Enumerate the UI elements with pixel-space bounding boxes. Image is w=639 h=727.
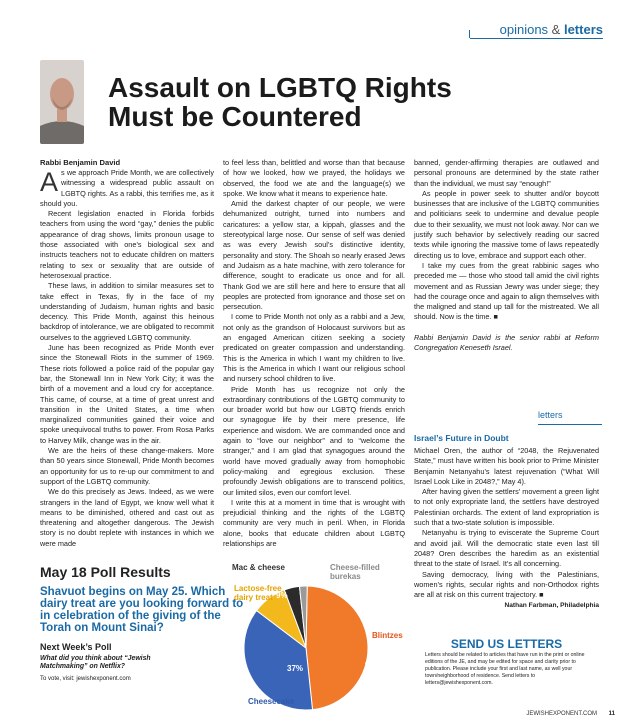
next-poll-question: What did you think about “Jewish Matchmaking” on Netflix? xyxy=(40,655,151,671)
poll-title: May 18 Poll Results xyxy=(40,564,171,580)
article-paragraph: I write this at a moment in time that is wrought with prejudicial thinking and the rights of the LGBTQ community are very much in peril. When, in Florida alone, books that educate children about LGBTQ relationships are xyxy=(223,497,405,548)
article-column-3 xyxy=(414,158,599,353)
letter-body xyxy=(414,446,599,612)
section-rule xyxy=(470,38,603,39)
pie-category-label-2: Lactose-free xyxy=(234,584,282,593)
letter-paragraph: Saving democracy, living with the Palestinians, women’s rights, secular rights and non-Orthodox rights are all at risk on this current trajectory. ■ xyxy=(414,569,599,600)
article-paragraph: Amid the darkest chapter of our people, we were dehumanized outright, turned into numbers and caricatures: a yellow star, a kippah, glasses and the stereotypical large nose. Our sense of self was denied as was every Jewish soul’s distinctive identity, personality and story. The Shoah so nearly erased Jews and Judaism as a hate machine, with zero tolerance for difference, sought to eradicate us once and for all. Thank God we are still here and here to ensure that all peoples are protected from ignorance and those set on persecution. xyxy=(223,199,405,312)
article-paragraph: I take my cues from the great rabbinic sages who preceded me — those who stood tall amid the civil rights movement and as Russian Jewry was under siege; they had the courage once and again to align themselves with the maligned and stand up tall for the mistreated. We all should. Now is the time. ■ xyxy=(414,260,599,322)
article-column-2 xyxy=(223,158,405,549)
pie-value-label-3: 4% xyxy=(290,579,302,588)
pie-slice-0 xyxy=(306,586,368,710)
letter-signature: Nathan Farbman, Philadelphia xyxy=(504,602,599,610)
letter-paragraph: Michael Oren, the author of “2048, the Rejuvenated State,” must have written his book prior to Prime Minister Benjamin Netanyahu’s latest rejuvenation (“What Will Israel Look Like in 2048?,” May 4). xyxy=(414,446,599,486)
next-poll-heading: Next Week’s Poll xyxy=(40,642,112,652)
pie-value-label-0: 48% xyxy=(365,658,382,667)
article-paragraph: We do this precisely as Jews. Indeed, as we were strangers in the land of Egypt, we know well what it means to be diminished, othered and cast out as threatening and altogether dangerous. The Jewish story is no doubt replete with instances in which we were made xyxy=(40,487,214,548)
byline: Rabbi Benjamin David xyxy=(40,158,121,167)
page-number: 11 xyxy=(608,711,615,717)
pie-category-label-1: Cheesecake xyxy=(248,697,295,706)
letter-paragraph: Netanyahu is trying to eviscerate the Supreme Court and avoid jail. Will the democratic state even last till 2048? Oren describes the haredim as an existential threat to the state of Israel. It’s all concerning. xyxy=(414,528,599,569)
article-paragraph: I come to Pride Month not only as a rabbi and a Jew, not only as the grandson of Holocaust survivors but as an engaged American citizen seeking a society predicated on greater compassion and understanding. This is the America in which I want my children to live. This is the America in which I want our religious school and nursery school children to live. xyxy=(223,312,405,384)
next-poll-vote: To vote, visit: jewishexponent.com xyxy=(40,676,131,682)
article-paragraph: June has been recognized as Pride Month ever since the Stonewall Riots in the summer of 1969. These riots followed a police raid of the popular gay bar, the Stonewall Inn in New York City; it was the birth of a movement and a loud cry for acceptance. This came, of course, at a time of great unrest and transition in the United States, a time when marginalized communities gained their voice and spoke unequivocal truths to power. From Rosa Parks to Harvey Milk, change was in the air. xyxy=(40,343,214,445)
send-letters-title: SEND US LETTERS xyxy=(450,637,563,651)
pie-category-label-2: dairy treat xyxy=(234,593,273,602)
article-headline: Assault on LGBTQ Rights Must be Countered xyxy=(108,72,452,132)
send-letters-body: Letters should be related to articles that have run in the print or online editions of the JE, and may be edited for space and clarity prior to publication. Please include your first and last name, as well your town/neighborhood of residence. Send letters to letters@jewishexponent.com. xyxy=(425,652,585,687)
section-label-opinions: opinions xyxy=(499,22,549,37)
author-bio: Rabbi Benjamin David is the senior rabbi at Reform Congregation Keneseth Israel. xyxy=(414,332,599,353)
article-paragraph: As people in power seek to shutter and/or boycott businesses that are inclusive of the LGBTQ communities and politicians seek to undermine and devalue people due to their sexuality, we must not look away. Nor can we justify such behavior by selectively reading our sacred texts while ignoring the massive tome of laws repeatedly directing us to love, embrace and support each other. xyxy=(414,188,599,260)
pie-category-label-0: Blintzes xyxy=(372,631,403,640)
pie-value-label-2: 9% xyxy=(276,591,288,600)
poll-question: Shavuot begins on May 25. Which dairy treat are you looking forward to in celebration of the giving of the Torah on Mount Sinai? xyxy=(40,586,244,634)
section-header xyxy=(500,22,603,37)
author-photo xyxy=(40,60,84,144)
article-paragraph: s we approach Pride Month, we are collectively witnessing a widespread public assault on LGBTQ rights. As a rabbi, this terrifies me, as it should you. xyxy=(40,168,214,208)
pie-value-label-1: 37% xyxy=(287,664,304,673)
dropcap: A xyxy=(40,167,59,197)
article-paragraph: to feel less than, belittled and worse than that because of how we looked, how we prayed, the holidays we observed, the food we ate and the language(s) we spoke. We know what it means to experience hate. xyxy=(223,158,405,198)
pie-value-label-4: 2% xyxy=(303,576,315,585)
article-paragraph: Pride Month has us recognize not only the extraordinary contributions of the LGBTQ community to our broader world but how our LGBTQ friends enrich our synagogue life by their mere presence, life experience and wisdom. We are commanded once and again to “love our neighbor” and to “welcome the stranger,” and I am glad that synagogues around the world have moved gradually away from homophobic policy-making and egregious exclusion. These profoundly Jewish obligations are to transcend politics, our limited silos, even our comfort level. xyxy=(223,384,405,497)
article-paragraph: banned, gender-affirming therapies are outlawed and personal pronouns are determined by the state rather than the individual, we must say “enough!” xyxy=(414,158,599,188)
pie-category-label-4: burekas xyxy=(330,572,361,581)
section-amp: & xyxy=(548,22,564,37)
letters-rule xyxy=(538,424,602,425)
letters-tag: letters xyxy=(538,410,563,420)
pie-category-label-4: Cheese-filled xyxy=(330,563,380,572)
article-paragraph: These laws, in addition to similar measures set to take effect in Texas, fly in the face of my understanding of Judaism, human rights and basic decency. This Pride Month, against this heinous backdrop of intolerance, we are obligated to recommit ourselves to the aggrieved LGBTQ community. xyxy=(40,281,214,342)
article-paragraph: We are the heirs of these change-makers. More than 50 years since Stonewall, Pride Month becomes an opportunity for us to re-up our commitment to and support of the LGBTQ community. xyxy=(40,446,214,486)
letter-paragraph: After having given the settlers’ movement a green light to not only expropriate land, the settlers have destroyed Palestinian orchards. The extent of land expropriation is such that a two-state solution is impossible. xyxy=(414,487,599,528)
article-paragraph: Recent legislation enacted in Florida forbids teachers from using the word “gay,” denies the public appearance of drag shows, limits pronoun usage to those associated with one’s biological sex and instructs teachers not to educate children on matters relating to sex or sexuality that are outside of heterosexual practice. xyxy=(40,209,214,280)
footer-site: JEWISHEXPONENT.COM xyxy=(526,711,597,717)
letter-headline: Israel’s Future in Doubt xyxy=(414,433,509,443)
poll-box xyxy=(36,561,409,721)
poll-pie-chart xyxy=(36,561,409,721)
article-column-1 xyxy=(40,168,214,549)
section-label-letters: letters xyxy=(563,22,603,37)
pie-category-label-3: Mac & cheese xyxy=(232,563,285,572)
